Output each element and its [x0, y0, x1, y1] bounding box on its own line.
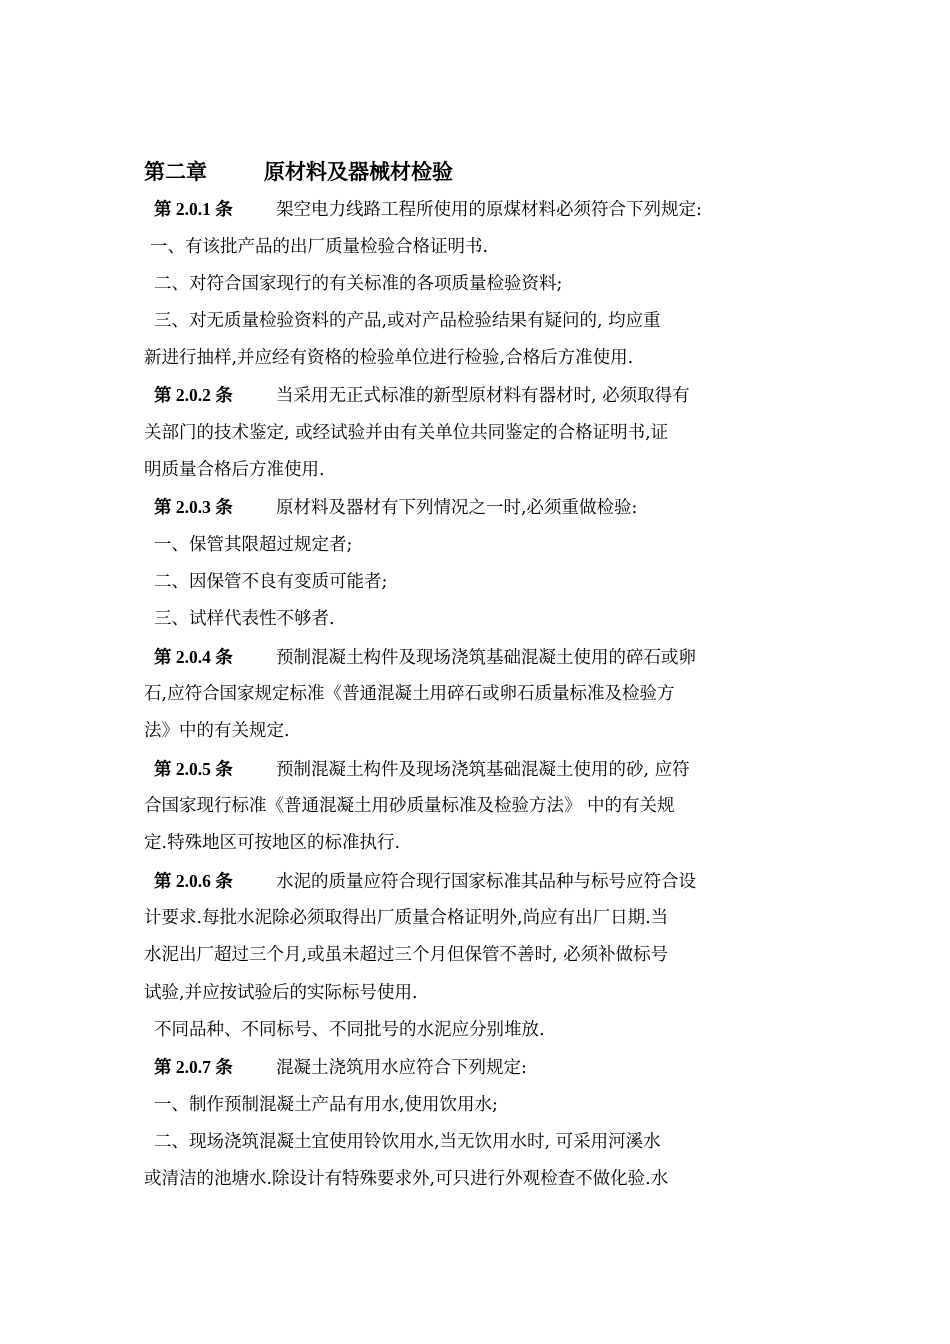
article-text: 当采用无正式标准的新型原材料有器材时, 必须取得有: [276, 386, 690, 406]
article-number: 第 2.0.4 条: [154, 647, 233, 667]
paragraph-line: 试验,并应按试验后的实际标号使用.: [144, 983, 418, 1003]
article-text: 混凝土浇筑用水应符合下列规定:: [276, 1058, 527, 1078]
article-2-0-3: [144, 492, 637, 523]
paragraph-note: 不同品种、不同标号、不同批号的水泥应分别堆放.: [154, 1020, 545, 1040]
list-item: 一、制作预制混凝土产品有用水,使用饮用水;: [154, 1095, 498, 1115]
list-item: 二、现场浇筑混凝土宜使用铃饮用水,当无饮用水时, 可采用河溪水: [154, 1132, 661, 1152]
article-2-0-6: [144, 866, 696, 897]
paragraph-line: 法》中的有关规定.: [144, 721, 290, 741]
list-item: 一、有该批产品的出厂质量检验合格证明书.: [150, 237, 489, 257]
article-2-0-2: [144, 380, 690, 411]
paragraph-line: 合国家现行标准《普通混凝土用砂质量标准及检验方法》 中的有关规: [144, 796, 675, 816]
article-text: 原材料及器材有下列情况之一时,必须重做检验:: [276, 498, 638, 518]
article-2-0-7: [144, 1052, 527, 1083]
article-2-0-5: [144, 754, 690, 785]
article-text: 架空电力线路工程所使用的原煤材料必须符合下列规定:: [276, 200, 702, 220]
paragraph-line: 定.特殊地区可按地区的标准执行.: [144, 833, 401, 853]
list-item: 二、对符合国家现行的有关标准的各项质量检验资料;: [154, 274, 563, 294]
chapter-heading: [144, 156, 453, 188]
article-text: 水泥的质量应符合现行国家标准其品种与标号应符合设: [276, 872, 696, 892]
article-text: 预制混凝土构件及现场浇筑基础混凝土使用的碎石或卵: [276, 648, 696, 668]
paragraph-line: 计要求.每批水泥除必须取得出厂质量合格证明外,尚应有出厂日期.当: [144, 908, 669, 928]
paragraph-line: 水泥出厂超过三个月,或虽未超过三个月但保管不善时, 必须补做标号: [144, 945, 669, 965]
list-item: 三、对无质量检验资料的产品,或对产品检验结果有疑问的, 均应重: [154, 311, 661, 331]
article-2-0-1: [144, 194, 702, 225]
article-text: 预制混凝土构件及现场浇筑基础混凝土使用的砂, 应符: [276, 760, 690, 780]
paragraph-line: 明质量合格后方准使用.: [144, 460, 325, 480]
article-number: 第 2.0.7 条: [154, 1057, 233, 1077]
chapter-label: 第二章: [144, 160, 207, 184]
list-item-continuation: 或清洁的池塘水.除设计有特殊要求外,可只进行外观检查不做化验.水: [144, 1169, 669, 1189]
list-item: 二、因保管不良有变质可能者;: [154, 572, 388, 592]
article-2-0-4: [144, 642, 696, 673]
list-item: 一、保管其限超过规定者;: [154, 535, 353, 555]
article-number: 第 2.0.3 条: [154, 497, 233, 517]
list-item-continuation: 新进行抽样,并应经有资格的检验单位进行检验,合格后方准使用.: [144, 348, 634, 368]
article-number: 第 2.0.1 条: [154, 199, 233, 219]
article-number: 第 2.0.5 条: [154, 759, 233, 779]
article-number: 第 2.0.6 条: [154, 871, 233, 891]
paragraph-line: 石,应符合国家规定标准《普通混凝土用碎石或卵石质量标准及检验方: [144, 684, 675, 704]
chapter-title: 原材料及器械材检验: [264, 160, 453, 184]
article-number: 第 2.0.2 条: [154, 385, 233, 405]
list-item: 三、试样代表性不够者.: [154, 609, 335, 629]
paragraph-line: 关部门的技术鉴定, 或经试验并由有关单位共同鉴定的合格证明书,证: [144, 423, 669, 443]
